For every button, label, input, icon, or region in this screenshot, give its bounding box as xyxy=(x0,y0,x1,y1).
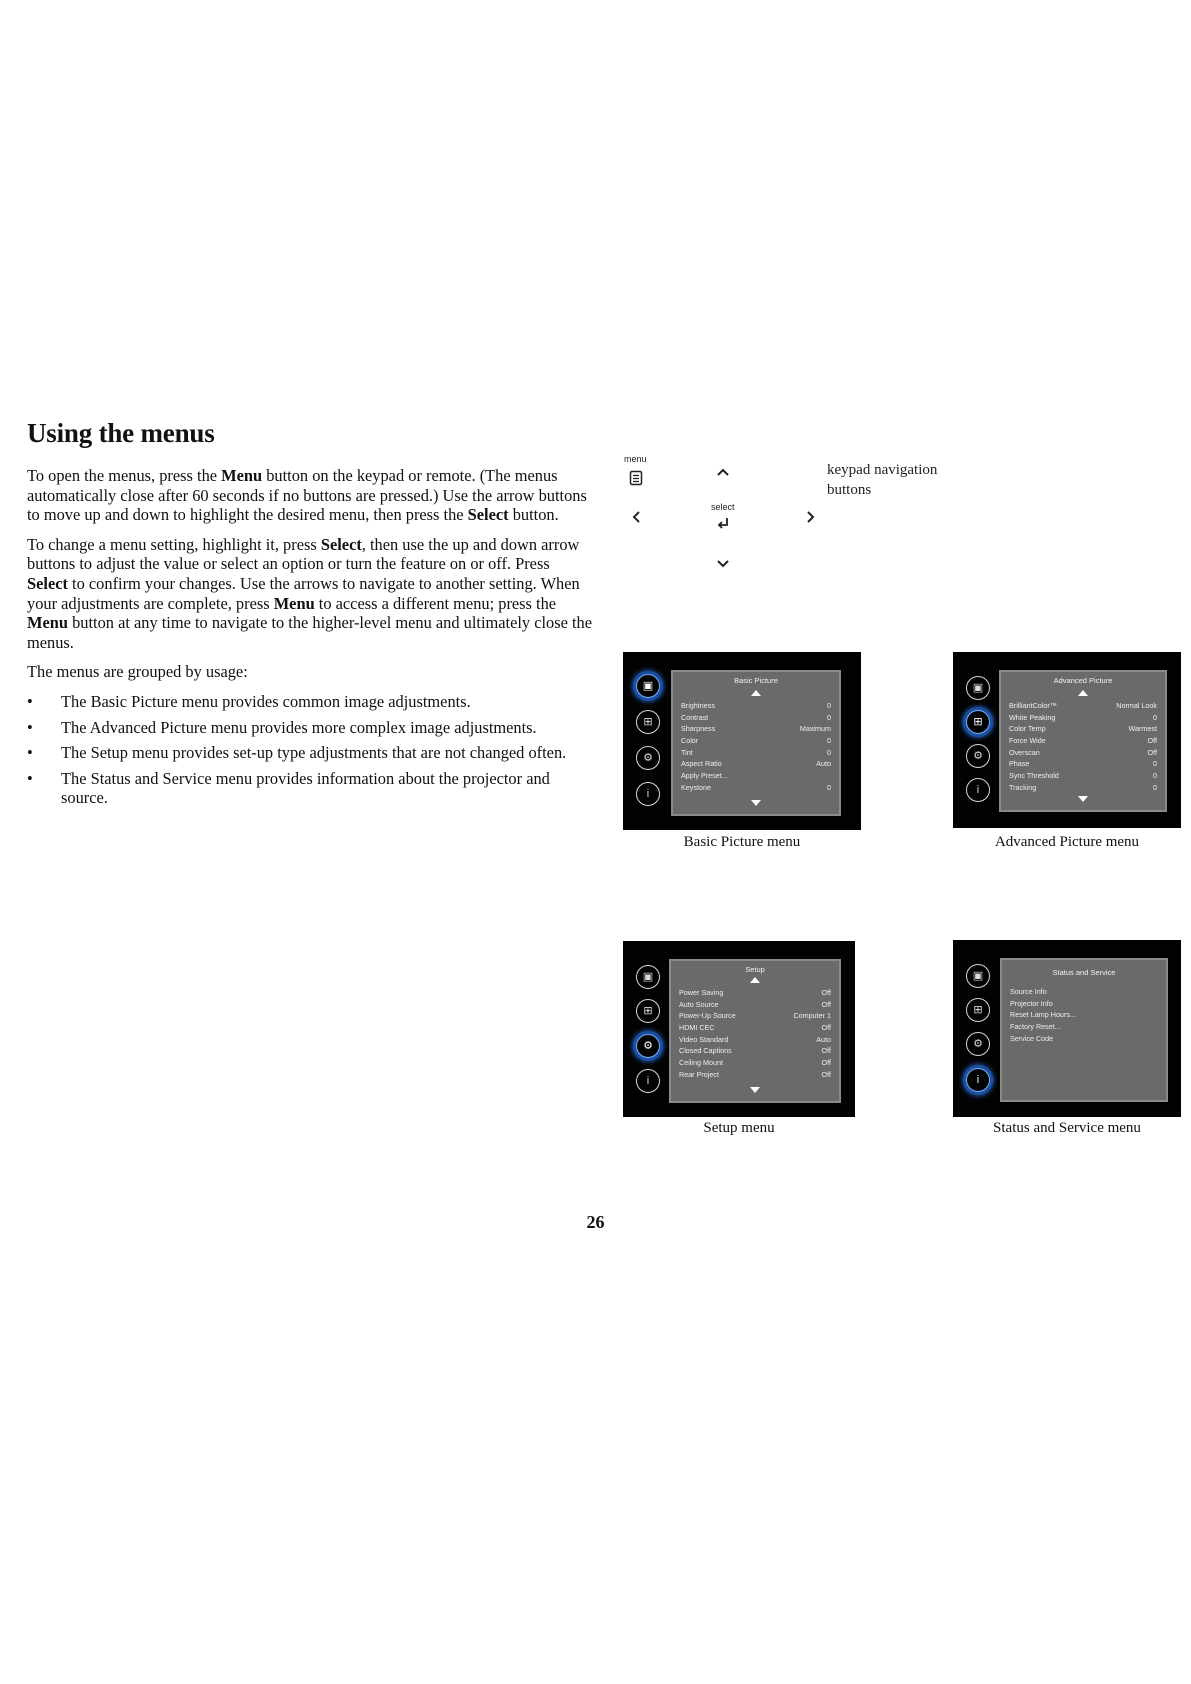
advanced-picture-icon: ⊞ xyxy=(636,710,660,734)
menu-title: Basic Picture xyxy=(734,676,778,685)
advanced-picture-icon: ⊞ xyxy=(966,710,990,734)
menu-panel xyxy=(671,670,841,816)
menu-row[interactable]: Service Code xyxy=(1010,1033,1054,1043)
list-item: • The Basic Picture menu provides common image adjustments. xyxy=(27,691,471,711)
setup-caption: Setup menu xyxy=(703,1120,775,1136)
menu-row[interactable]: White Peaking 0 xyxy=(1009,712,1157,722)
menu-row[interactable]: Closed Captions Off xyxy=(679,1046,831,1056)
arrow-left-icon[interactable] xyxy=(630,509,642,525)
gear-icon: ⚙ xyxy=(636,746,660,770)
paragraph-grouping: The menus are grouped by usage: xyxy=(27,662,248,682)
menu-title: Advanced Picture xyxy=(1053,676,1113,685)
scroll-up-icon xyxy=(750,977,760,983)
menu-row[interactable]: Source Info xyxy=(1010,987,1047,996)
menu-panel xyxy=(1000,958,1168,1102)
menu-row[interactable]: Tracking 0 xyxy=(1009,782,1157,792)
bullet-icon: • xyxy=(27,743,33,763)
select-label: select xyxy=(711,502,735,512)
menu-panel xyxy=(669,959,841,1103)
menu-row[interactable]: Ceiling Mount Off xyxy=(679,1058,831,1068)
advanced-picture-icon: ⊞ xyxy=(636,999,660,1023)
menu-row[interactable]: Sync Threshold 0 xyxy=(1009,771,1157,781)
menu-row[interactable]: Video Standard Auto xyxy=(679,1034,831,1044)
menu-row[interactable]: Reset Lamp Hours... xyxy=(1010,1010,1076,1020)
menu-title: Setup xyxy=(745,965,765,974)
menu-row[interactable]: Tint 0 xyxy=(681,747,831,757)
list-item: • The Status and Service menu provides information about the projector and source. xyxy=(27,768,550,808)
menu-row[interactable]: Aspect Ratio Auto xyxy=(681,759,831,769)
menu-rows xyxy=(679,987,831,1081)
menu-row[interactable]: Factory Reset... xyxy=(1010,1022,1061,1032)
status-service-screenshot xyxy=(953,940,1181,1117)
advanced-picture-caption: Advanced Picture menu xyxy=(994,834,1140,850)
menu-row[interactable]: Overscan Off xyxy=(1009,747,1157,757)
paragraph-open-menus: To open the menus, press the Menu button on the keypad or remote. (The menus automatically close after 60 seconds if no buttons are pressed.) Use the arrow buttons to move up and down to highlight the desired menu, then press the Select button. xyxy=(27,466,587,525)
menu-row[interactable]: Power-Up Source Computer 1 xyxy=(679,1011,831,1021)
menu-group-list xyxy=(27,692,592,808)
basic-picture-screenshot xyxy=(623,652,861,830)
menu-row[interactable]: Power Saving Off xyxy=(679,988,831,997)
body-text xyxy=(27,466,592,814)
picture-icon: ▣ xyxy=(636,674,660,698)
advanced-picture-icon: ⊞ xyxy=(966,998,990,1022)
setup-screenshot xyxy=(623,941,855,1117)
picture-icon: ▣ xyxy=(966,676,990,700)
menu-row[interactable]: Rear Project Off xyxy=(679,1069,831,1079)
scroll-down-icon xyxy=(1078,796,1088,802)
menu-row[interactable]: Auto Source Off xyxy=(679,999,831,1009)
paragraph-change-setting: To change a menu setting, highlight it, press Select, then use the up and down arrow buttons to adjust the value or select an option or turn the feature on or off. Press Select to confirm your changes. Use the arrows to navigate to another setting. When your adjustments are complete, press Menu to access a different menu; press the Menu button at any time to navigate to the higher-level menu and ultimately close the menus. xyxy=(27,534,593,652)
gear-icon: ⚙ xyxy=(966,1032,990,1056)
menu-row[interactable]: Color 0 xyxy=(681,736,831,746)
arrow-up-icon[interactable] xyxy=(715,466,731,478)
select-icon[interactable] xyxy=(716,516,730,530)
scroll-down-icon xyxy=(750,1087,760,1093)
menu-row[interactable]: HDMI CEC Off xyxy=(679,1023,831,1033)
menu-rows xyxy=(1009,700,1157,794)
info-icon: i xyxy=(636,1069,660,1093)
bullet-icon: • xyxy=(27,768,33,788)
page-number: 26 xyxy=(586,1212,605,1232)
menu-row[interactable]: Phase 0 xyxy=(1009,759,1157,769)
menu-rows xyxy=(681,700,831,794)
info-icon: i xyxy=(636,782,660,806)
menu-row[interactable]: Sharpness Maximum xyxy=(681,724,831,734)
arrow-down-icon[interactable] xyxy=(715,558,731,570)
scroll-up-icon xyxy=(751,690,761,696)
menu-row[interactable]: BrilliantColor™ Normal Look xyxy=(1009,701,1157,710)
list-item: • The Setup menu provides set-up type adjustments that are not changed often. xyxy=(27,743,567,763)
scroll-down-icon xyxy=(751,800,761,806)
menu-row[interactable]: Apply Preset... xyxy=(681,771,728,781)
keypad-caption: keypad navigation buttons xyxy=(827,462,938,498)
advanced-picture-screenshot xyxy=(953,652,1181,828)
info-icon: i xyxy=(966,1068,990,1092)
menu-row[interactable]: Projector Info xyxy=(1010,998,1053,1008)
picture-icon: ▣ xyxy=(636,965,660,989)
picture-icon: ▣ xyxy=(966,964,990,988)
status-service-caption: Status and Service menu xyxy=(993,1120,1141,1136)
menu-rows xyxy=(1010,986,1158,1044)
info-icon: i xyxy=(966,778,990,802)
gear-icon: ⚙ xyxy=(636,1034,660,1058)
arrow-right-icon[interactable] xyxy=(805,509,817,525)
menu-label: menu xyxy=(624,454,647,464)
list-item: • The Advanced Picture menu provides more complex image adjustments. xyxy=(27,717,537,737)
menu-row[interactable]: Keystone 0 xyxy=(681,782,831,792)
bullet-icon: • xyxy=(27,691,33,711)
menu-row[interactable]: Contrast 0 xyxy=(681,712,831,722)
menu-row[interactable]: Brightness 0 xyxy=(681,701,831,710)
gear-icon: ⚙ xyxy=(966,744,990,768)
bullet-icon: • xyxy=(27,717,33,737)
menu-row[interactable]: Color Temp Warmest xyxy=(1009,724,1157,734)
scroll-up-icon xyxy=(1078,690,1088,696)
menu-title: Status and Service xyxy=(1052,968,1116,977)
menu-panel xyxy=(999,670,1167,812)
menu-icon[interactable] xyxy=(629,470,643,486)
basic-picture-caption: Basic Picture menu xyxy=(683,834,801,850)
page-title: Using the menus xyxy=(27,418,215,448)
menu-row[interactable]: Force Wide Off xyxy=(1009,736,1157,746)
